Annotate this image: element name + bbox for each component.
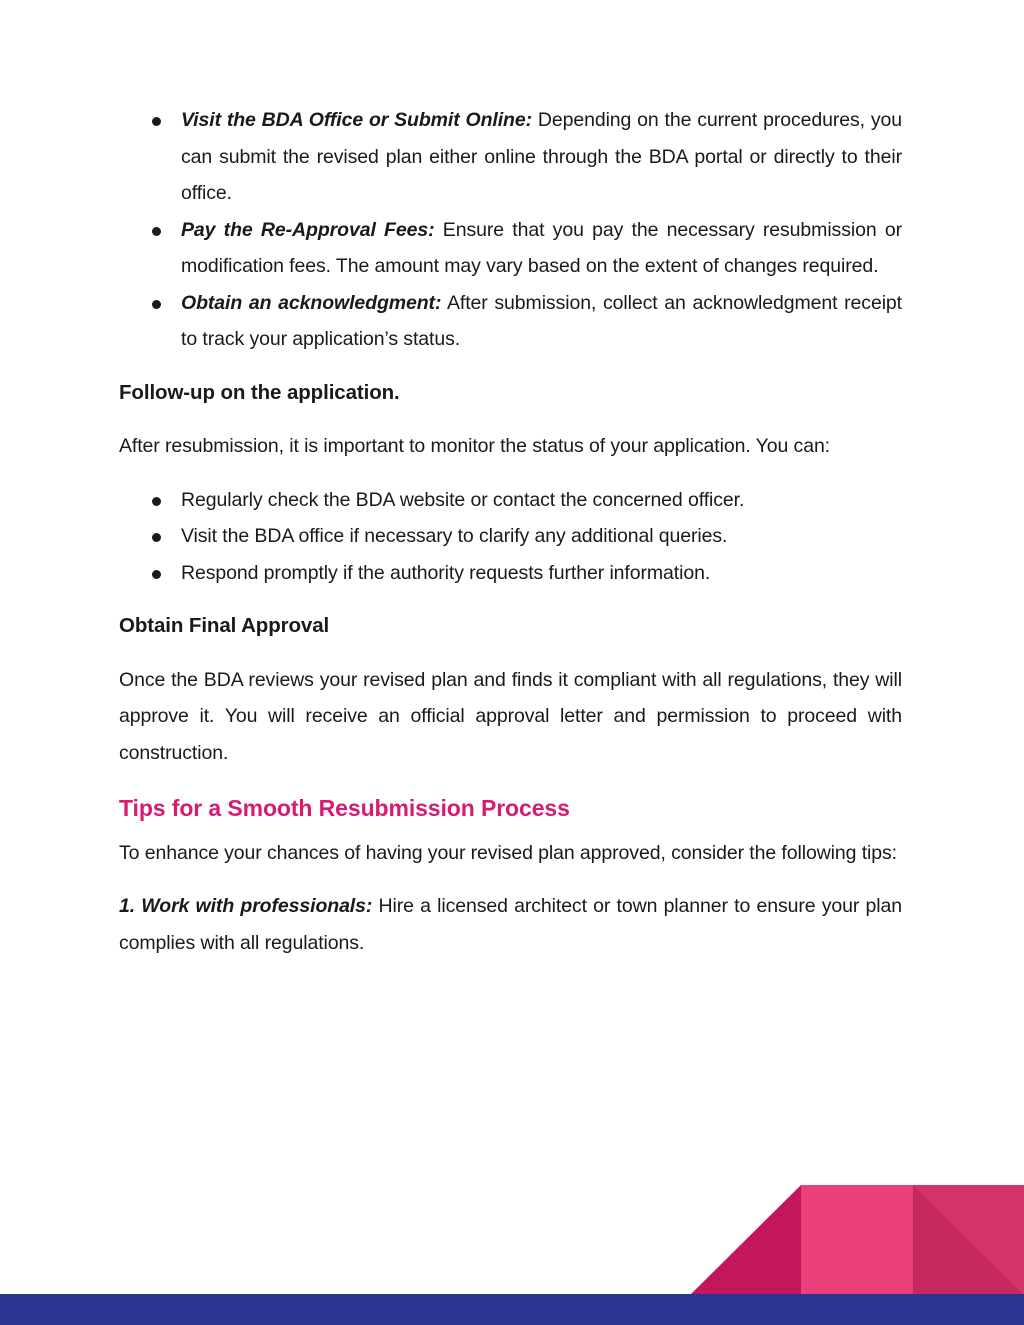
corner-triangle-left (690, 1185, 801, 1295)
list-item-text: Regularly check the BDA website or contact the concerned officer. (181, 488, 745, 511)
tip-item-lead: 1. Work with professionals: (119, 895, 373, 917)
bullet-icon (152, 300, 161, 309)
page-content (119, 102, 902, 961)
tips-title: Tips for a Smooth Resubmission Process (119, 795, 570, 821)
bullet-icon (152, 570, 161, 579)
list-item-text: Respond promptly if the authority requests further information. (181, 561, 711, 584)
bullet-icon (152, 117, 161, 126)
tip-item (119, 888, 902, 961)
list-item-lead: Obtain an acknowledgment: (181, 291, 442, 314)
final-approval-heading: Obtain Final Approval (119, 614, 330, 637)
submit-steps-list (119, 102, 902, 358)
corner-panel-middle (801, 1185, 913, 1295)
bullet-icon (152, 497, 161, 506)
list-item (181, 555, 902, 592)
list-item-lead: Pay the Re-Approval Fees: (181, 218, 435, 241)
list-item (181, 212, 902, 285)
tips-intro: To enhance your chances of having your revised plan approved, consider the following tips: (119, 841, 897, 864)
list-item (181, 102, 902, 212)
bullet-icon (152, 227, 161, 236)
list-item (181, 285, 902, 358)
list-item-text: Depending on the current procedures, you can submit the revised plan either online through the BDA portal or directly to their office. (181, 109, 903, 204)
followup-heading: Follow-up on the application. (119, 380, 400, 404)
corner-decoration (690, 1185, 1024, 1295)
followup-intro: After resubmission, it is important to monitor the status of your application. You can: (119, 435, 831, 457)
list-item (181, 482, 902, 519)
footer-bar (0, 1294, 1024, 1325)
list-item (181, 518, 902, 555)
final-approval-text: Once the BDA reviews your revised plan and finds it compliant with all regulations, they will approve it. You will receive an official approval letter and permission to proceed with construction. (119, 668, 902, 764)
bullet-icon (152, 533, 161, 542)
list-item-lead: Visit the BDA Office or Submit Online: (181, 109, 532, 131)
list-item-text: Visit the BDA office if necessary to clarify any additional queries. (181, 525, 728, 547)
followup-list (119, 482, 902, 592)
tip-item-text: Hire a licensed architect or town planner to ensure your plan complies with all regulations. (119, 895, 902, 954)
list-item-text: After submission, collect an acknowledgment receipt to track your application’s status. (181, 291, 902, 350)
list-item-text: Ensure that you pay the necessary resubmission or modification fees. The amount may vary based on the extent of changes required. (181, 218, 903, 277)
